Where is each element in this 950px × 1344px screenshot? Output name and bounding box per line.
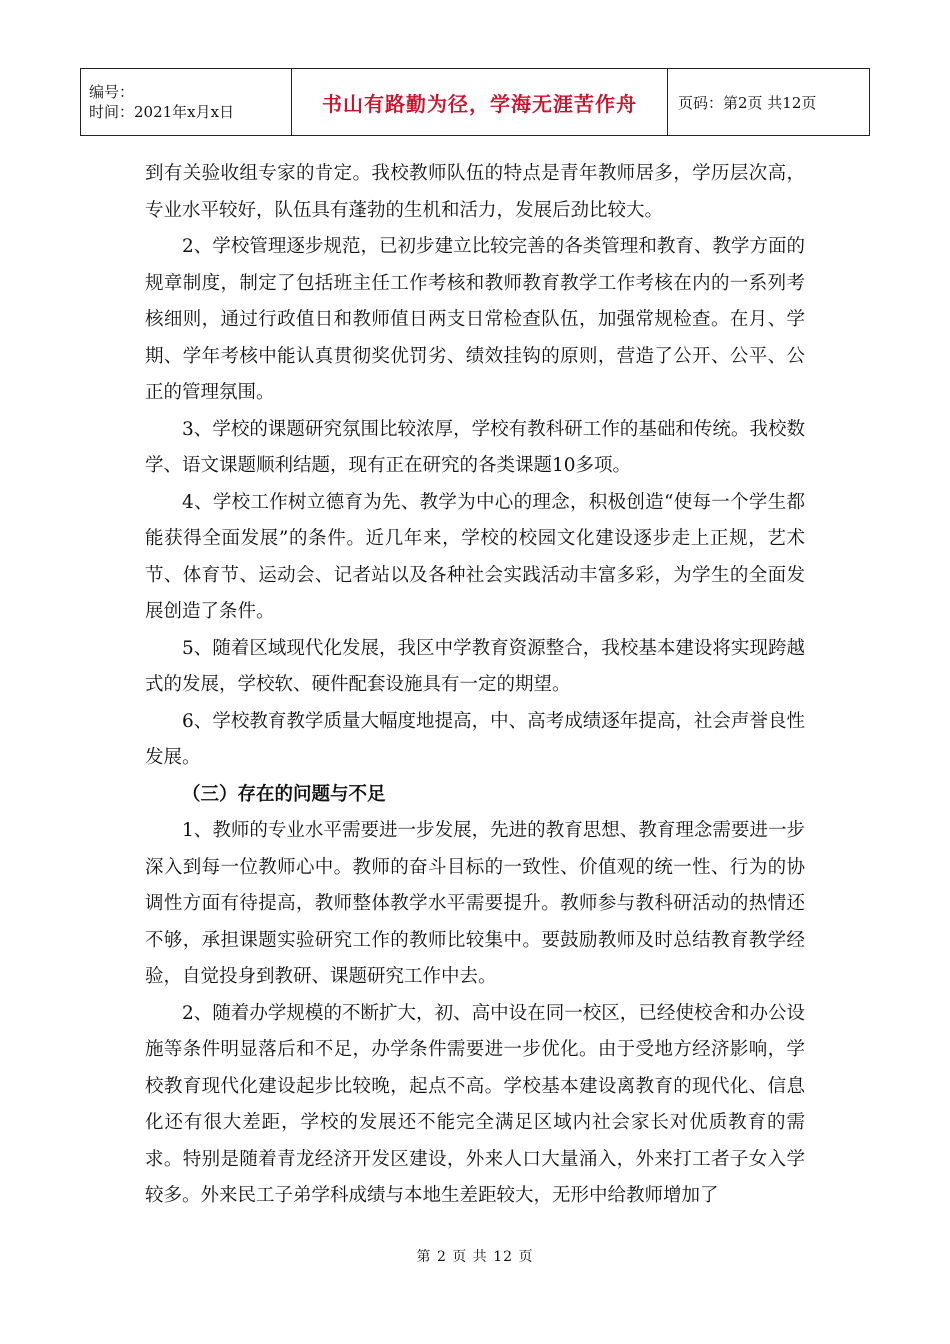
page-footer: 第 2 页 共 12 页: [416, 1249, 534, 1265]
page-code: 页码：第2页 共12页: [668, 69, 870, 136]
body-paragraph-6: 6、学校教育教学质量大幅度地提高，中、高考成绩逐年提高，社会声誉良性发展。: [145, 710, 805, 768]
body-paragraph-3: 3、学校的课题研究氛围比较浓厚，学校有教科研工作的基础和传统。我校数学、语文课题顺利结题，现有正在研究的各类课题10多项。: [145, 418, 805, 476]
motto-text: 书山有路勤为径，学海无涯苦作舟: [322, 91, 637, 116]
body-paragraph-1: 到有关验收组专家的肯定。我校教师队伍的特点是青年教师居多，学历层次高，专业水平较好，队伍具有蓬勃的生机和活力，发展后劲比较大。: [145, 163, 805, 221]
body-paragraph-5: 5、随着区域现代化发展，我区中学教育资源整合，我校基本建设将实现跨越式的发展，学校软、硬件配套设施具有一定的期望。: [145, 637, 805, 695]
body-paragraph-7: 1、教师的专业水平需要进一步发展，先进的教育思想、教育理念需要进一步深入到每一位教师心中。教师的奋斗目标的一致性、价值观的统一性、行为的协调性方面有待提高，教师整体教学水平需要提升。教师参与教科研活动的热情还不够，承担课题实验研究工作的教师比较集中。要鼓励教师及时总结教育教学经验，自觉投身到教研、课题研究工作中去。: [145, 820, 805, 987]
section-heading: （三）存在的问题与不足: [182, 783, 386, 805]
document-body: [145, 156, 805, 1215]
body-paragraph-8: 2、随着办学规模的不断扩大，初、高中设在同一校区，已经使校舍和办公设施等条件明显落后和不足，办学条件需要进一步优化。由于受地方经济影响，学校教育现代化建设起步比较晚，起点不高。学校基本建设离教育的现代化、信息化还有很大差距，学校的发展还不能完全满足区域内社会家长对优质教育的需求。特别是随着青龙经济开发区建设，外来人口大量涌入，外来打工者子女入学较多。外来民工子弟学科成绩与本地生差距较大，无形中给教师增加了: [145, 1002, 805, 1206]
header-meta-cell: [81, 69, 292, 136]
body-paragraph-4: 4、学校工作树立德育为先、教学为中心的理念，积极创造“使每一个学生都能获得全面发展”的条件。近几年来，学校的校园文化建设逐步走上正规，艺术节、体育节、运动会、记者站以及各种社会实践活动丰富多彩，为学生的全面发展创造了条件。: [145, 491, 805, 622]
header-motto-cell: [292, 69, 668, 136]
body-paragraph-2: 2、学校管理逐步规范，已初步建立比较完善的各类管理和教育、教学方面的规章制度，制定了包括班主任工作考核和教师教育教学工作考核在内的一系列考核细则，通过行政值日和教师值日两支日常检查队伍，加强常规检查。在月、学期、学年考核中能认真贯彻奖优罚劣、绩效挂钩的原则，营造了公开、公平、公正的管理氛围。: [145, 236, 805, 403]
serial-number-label: 编号：: [89, 83, 135, 101]
document-header: [80, 68, 870, 136]
date-label: 时间：2021年x月x日: [89, 103, 235, 121]
